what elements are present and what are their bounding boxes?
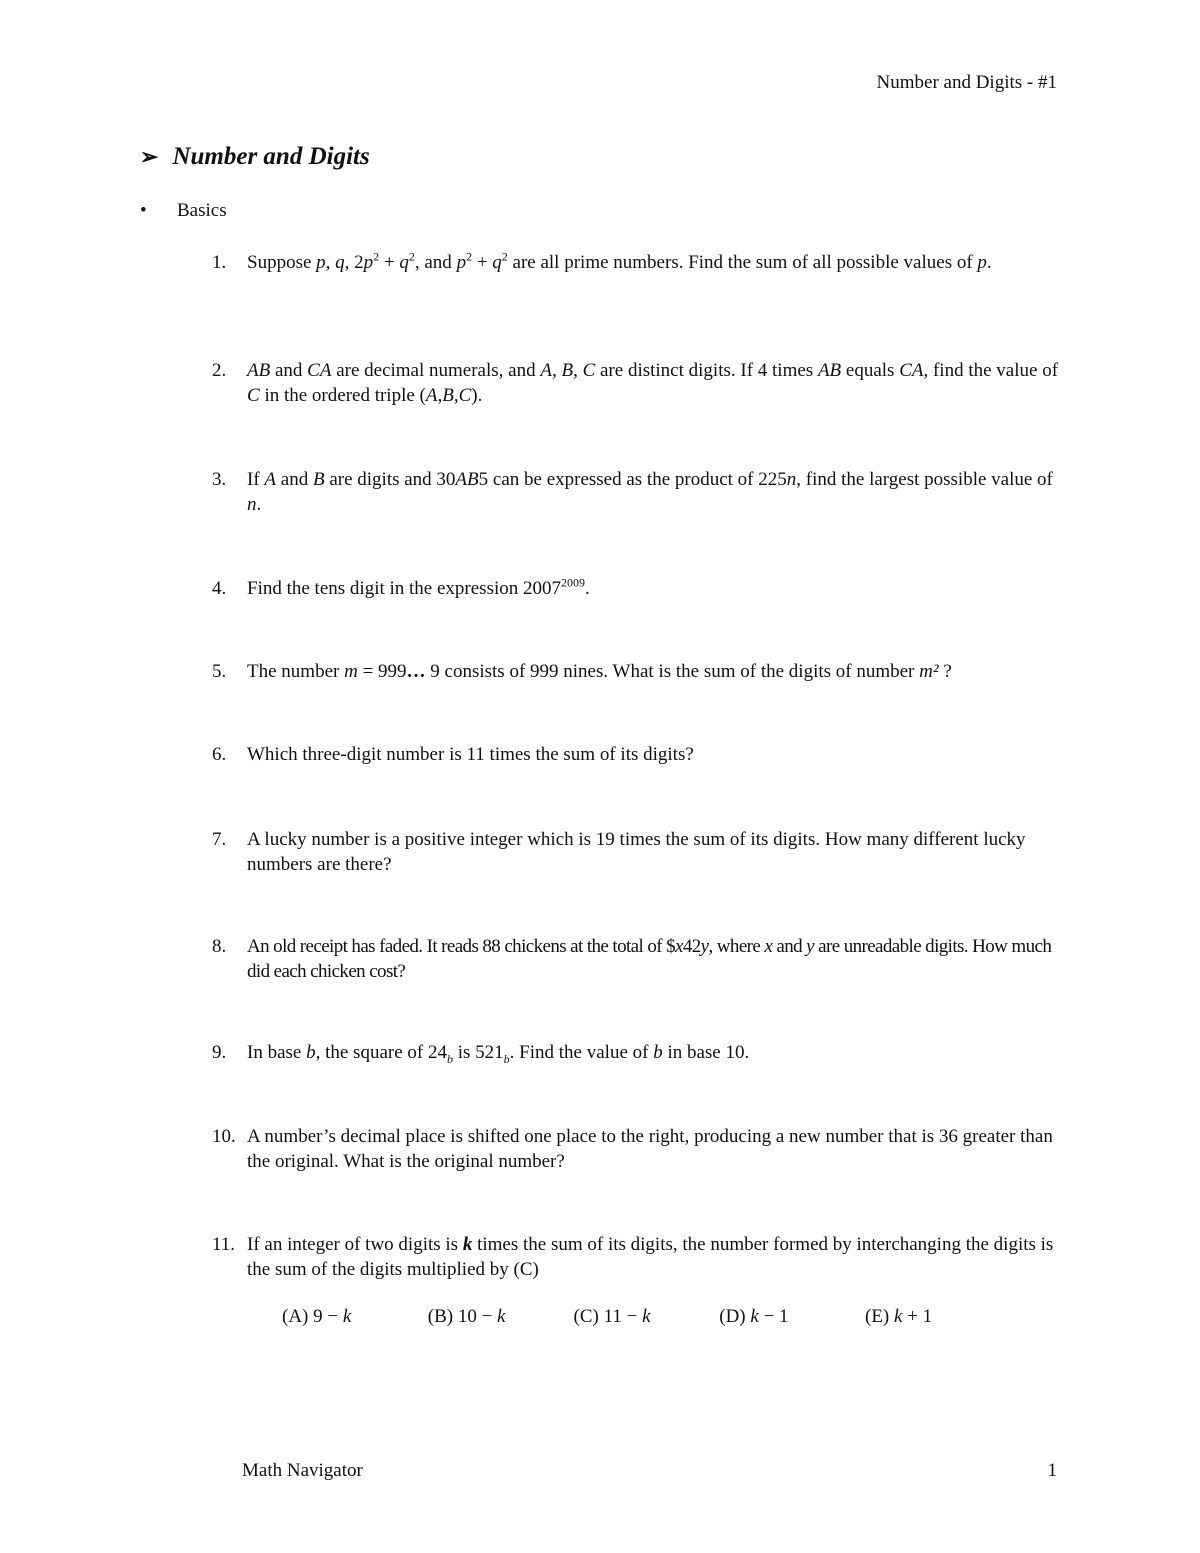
problem-6 [212, 742, 1062, 767]
problem-number: 2. [212, 360, 227, 381]
problem-number: 10. [212, 1126, 236, 1147]
problem-text: Which three-digit number is 11 times the sum of its digits? [247, 744, 694, 765]
problem-4 [212, 576, 1062, 601]
choice-c: (C) 11 − k [573, 1306, 651, 1327]
problem-text: A number’s decimal place is shifted one place to the right, producing a new number that is 36 greater than the original. What is the original number? [247, 1126, 1053, 1172]
problem-text: If an integer of two digits is k times the sum of its digits, the number formed by interchanging the digits is the sum of the digits multiplied by (C) [247, 1234, 1054, 1280]
problem-number: 3. [212, 469, 227, 490]
problem-5 [212, 659, 1062, 684]
problem-number: 1. [212, 252, 227, 273]
running-header: Number and Digits - #1 [876, 72, 1057, 93]
choice-a: (A) 9 − k [282, 1306, 352, 1327]
problem-11 [212, 1232, 1062, 1282]
problem-text: Suppose p, q, $2p^2 + q^2$, and $p^2 + q^2$ are all prime numbers. Find the sum of all possible values of p. [247, 249, 992, 273]
problem-text: If A and B are digits and 30AB5 can be expressed as the product of 225n, find the largest possible value of n. [247, 469, 1053, 515]
problem-1 [212, 250, 1062, 275]
choice-d: (D) k − 1 [719, 1306, 789, 1327]
problem-number: 9. [212, 1042, 227, 1063]
problem-2 [212, 358, 1062, 408]
problem-number: 6. [212, 744, 227, 765]
page-number: 1 [1047, 1460, 1057, 1481]
problem-text: An old receipt has faded. It reads 88 chickens at the total of $x42y, where x and y are unreadable digits. How much did each chicken cost? [247, 936, 1052, 982]
section-heading [140, 143, 370, 171]
problem-number: 11. [212, 1234, 236, 1255]
problem-number: 8. [212, 936, 227, 957]
problem-number: 5. [212, 661, 227, 682]
footer-title: Math Navigator [242, 1460, 363, 1481]
problem-10 [212, 1124, 1062, 1174]
problem-8 [212, 934, 1062, 984]
problem-text: A lucky number is a positive integer which is 19 times the sum of its digits. How many different lucky numbers are there? [247, 829, 1026, 875]
choice-b: (B) 10 − k [427, 1306, 506, 1327]
subsection-heading [140, 200, 227, 222]
problem-number: 7. [212, 829, 227, 850]
subsection-label: Basics [177, 200, 227, 221]
problem-9 [212, 1040, 1062, 1065]
choice-e: (E) k + 1 [865, 1306, 933, 1327]
problem-text: Find the tens digit in the expression $2007^{2009}$. [247, 575, 590, 599]
problem-3 [212, 467, 1062, 517]
arrow-right-icon: ➢ [140, 144, 159, 169]
problem-text: The number m = 999… 9 consists of 999 nines. What is the sum of the digits of number m² ? [247, 661, 952, 682]
problem-text: In base b, the square of $24_b$ is $521_b$. Find the value of b in base 10. [247, 1042, 750, 1066]
problem-text: AB and CA are decimal numerals, and A, B, C are distinct digits. If 4 times AB equals CA, find the value of C in the ordered triple (A,B,C). [247, 360, 1059, 406]
section-title: Number and Digits [172, 143, 370, 170]
problem-number: 4. [212, 578, 227, 599]
problem-7 [212, 827, 1062, 877]
bullet-icon: • [140, 200, 147, 221]
answer-choices [282, 1306, 1006, 1328]
